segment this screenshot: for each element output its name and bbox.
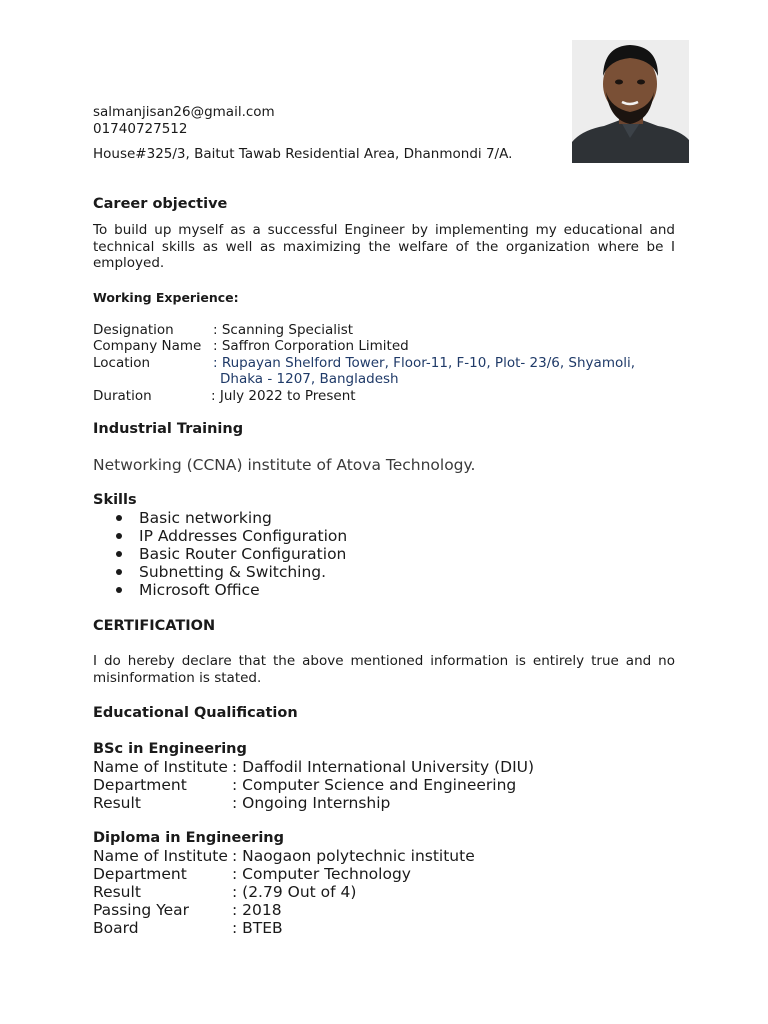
career-objective-text: To build up myself as a successful Engineer by implementing my educational and technical skills as well as maximizing the welfare of the organization where be I employed. — [93, 222, 675, 271]
industrial-training-text: Networking (CCNA) institute of Atova Technology. — [93, 456, 476, 474]
working-experience-heading: Working Experience: — [93, 290, 239, 305]
bsc-department-label: Department — [93, 776, 187, 794]
diploma-title: Diploma in Engineering — [93, 830, 284, 846]
bullet-icon — [116, 587, 122, 593]
designation-label: Designation — [93, 322, 174, 338]
bsc-institute-value: : Daffodil International University (DIU) — [232, 758, 535, 776]
diploma-board-value: : BTEB — [232, 919, 283, 937]
location-label: Location — [93, 355, 151, 371]
profile-photo — [572, 40, 689, 163]
skills-list — [115, 509, 347, 599]
skill-label: Basic networking — [139, 509, 272, 527]
skill-label: Basic Router Configuration — [139, 545, 347, 563]
career-objective-heading: Career objective — [93, 196, 228, 212]
education-heading: Educational Qualification — [93, 705, 298, 721]
diploma-result-label: Result — [93, 883, 141, 901]
bullet-icon — [116, 515, 122, 521]
bullet-icon — [116, 551, 122, 557]
contact-email[interactable]: salmanjisan26@gmail.com — [93, 104, 275, 120]
bullet-icon — [116, 569, 122, 575]
bullet-icon — [116, 533, 122, 539]
bsc-institute-label: Name of Institute — [93, 758, 228, 776]
diploma-board-label: Board — [93, 919, 139, 937]
skill-item — [115, 581, 347, 599]
skill-label: Subnetting & Switching. — [139, 563, 327, 581]
bsc-result-label: Result — [93, 794, 141, 812]
skill-item — [115, 545, 347, 563]
skills-heading: Skills — [93, 492, 137, 508]
skill-label: Microsoft Office — [139, 581, 260, 599]
diploma-institute-label: Name of Institute — [93, 847, 228, 865]
location-value-line1: : Rupayan Shelford Tower, Floor-11, F-10, Plot- 23/6, Shyamoli, — [213, 355, 636, 371]
diploma-result-value: : (2.79 Out of 4) — [232, 883, 357, 901]
company-value: : Saffron Corporation Limited — [213, 338, 409, 354]
designation-value: : Scanning Specialist — [213, 322, 354, 338]
bsc-title: BSc in Engineering — [93, 741, 247, 757]
certification-heading: CERTIFICATION — [93, 618, 216, 634]
contact-phone: 01740727512 — [93, 121, 188, 137]
diploma-year-label: Passing Year — [93, 901, 190, 919]
contact-address: House#325/3, Baitut Tawab Residential Area, Dhanmondi 7/A. — [93, 146, 513, 162]
certification-text: I do hereby declare that the above mentioned information is entirely true and no misinformation is stated. — [93, 653, 675, 686]
diploma-institute-value: : Naogaon polytechnic institute — [232, 847, 475, 865]
skill-label: IP Addresses Configuration — [139, 527, 348, 545]
diploma-year-value: : 2018 — [232, 901, 282, 919]
person-photo-icon — [572, 40, 689, 163]
industrial-training-heading: Industrial Training — [93, 421, 244, 437]
location-value-line2: Dhaka - 1207, Bangladesh — [220, 371, 399, 387]
diploma-department-value: : Computer Technology — [232, 865, 411, 883]
bsc-result-value: : Ongoing Internship — [232, 794, 391, 812]
duration-label: Duration — [93, 388, 152, 404]
skill-item — [115, 509, 347, 527]
company-label: Company Name — [93, 338, 202, 354]
skill-item — [115, 563, 347, 581]
diploma-department-label: Department — [93, 865, 187, 883]
bsc-department-value: : Computer Science and Engineering — [232, 776, 517, 794]
skill-item — [115, 527, 347, 545]
duration-value: : July 2022 to Present — [211, 388, 356, 404]
